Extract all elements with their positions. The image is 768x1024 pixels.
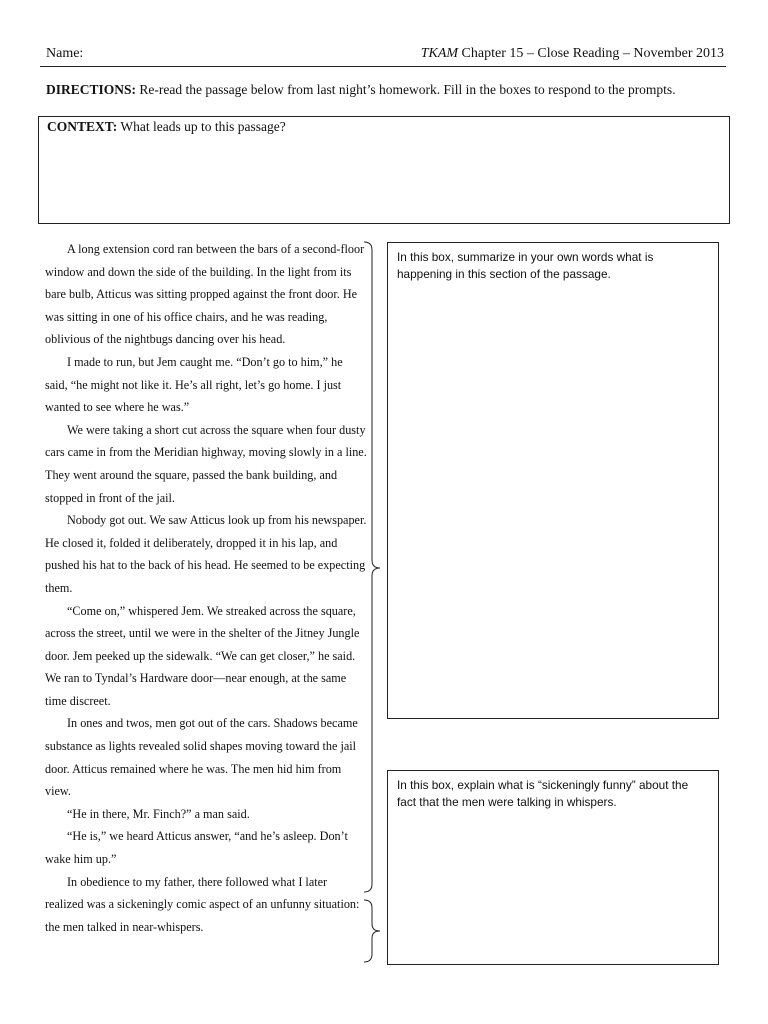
- passage-paragraph: “Come on,” whispered Jem. We streaked across the square, across the street, until we were in the shelter of the Jitney Jungle door. Jem peeked up the sidewalk. “We can get closer,” he said. We ran to Tyndal’s Hardware door—near enough, at the same time discreet.: [45, 603, 360, 708]
- directions-text: Re-read the passage below from last night’s homework. Fill in the boxes to respond to the prompts.: [136, 82, 676, 97]
- passage-paragraph: In obedience to my father, there followed what I later realized was a sickeningly comic aspect of an unfunny situation: the men talked in near-whispers.: [45, 874, 360, 934]
- passage-paragraph: We were taking a short cut across the square when four dusty cars came in from the Meridian highway, moving slowly in a line. They went around the square, passed the bank building, and stopped in front of the jail.: [45, 422, 367, 505]
- passage-paragraph: Nobody got out. We saw Atticus look up from his newspaper. He closed it, folded it deliberately, dropped it in his lap, and pushed his hat to the back of his head. He seemed to be expecting them.: [45, 513, 367, 595]
- passage-paragraph: In ones and twos, men got out of the cars. Shadows became substance as lights revealed solid shapes moving toward the jail door. Atticus remained where he was. The men hid him from view.: [45, 716, 358, 799]
- title-rest: Chapter 15 – Close Reading – November 2013: [458, 46, 724, 61]
- header-rule: [40, 66, 726, 67]
- page-header: [46, 46, 724, 68]
- passage-paragraph: “He is,” we heard Atticus answer, “and he’s asleep. Don’t wake him up.”: [45, 829, 348, 867]
- passage-paragraph: A long extension cord ran between the bars of a second-floor window and down the side of the building. In the light from its bare bulb, Atticus was sitting propped against the front door. He was sitting in one of his office chairs, and he was reading, oblivious of the nightbugs dancing over his head.: [45, 242, 365, 347]
- passage-paragraph: “He in there, Mr. Finch?” a man said.: [67, 806, 250, 821]
- worksheet-title: [421, 46, 724, 62]
- title-book-abbrev: TKAM: [420, 46, 459, 61]
- summary-box[interactable]: [387, 242, 719, 719]
- context-prompt: [47, 119, 286, 135]
- context-label: CONTEXT:: [47, 119, 118, 134]
- brace-small: [362, 898, 384, 964]
- summary-prompt: In this box, summarize in your own words what is happening in this section of the passage.: [397, 250, 654, 281]
- passage: [45, 238, 367, 938]
- context-box[interactable]: [38, 116, 730, 224]
- name-label: Name:: [46, 46, 84, 61]
- context-text: What leads up to this passage?: [117, 119, 286, 134]
- sickeningly-funny-prompt: In this box, explain what is “sickeningly funny” about the fact that the men were talking in whispers.: [397, 778, 689, 809]
- directions: [46, 82, 736, 98]
- brace-large: [362, 240, 384, 894]
- directions-label: DIRECTIONS:: [46, 82, 137, 97]
- sickeningly-funny-box[interactable]: [387, 770, 719, 965]
- passage-paragraph: I made to run, but Jem caught me. “Don’t go to him,” he said, “he might not like it. He’s all right, let’s go home. I just wanted to see where he was.”: [45, 354, 343, 415]
